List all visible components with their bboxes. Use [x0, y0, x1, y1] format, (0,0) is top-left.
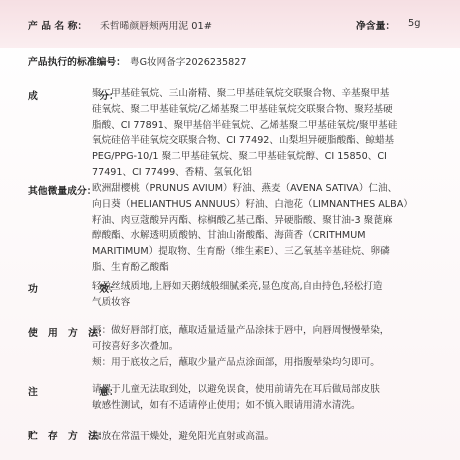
usage-text [92, 323, 389, 370]
standard-value: 粤G妆网备字2026235827 [130, 57, 247, 68]
net-content-value: 5g [408, 18, 421, 29]
efficacy-line: 气质妆容 [92, 296, 131, 308]
storage-value: 存放在常温干燥处，避免阳光直射或高温。 [92, 431, 275, 442]
usage-line: 颊：用于底妆之后，蘸取少量产品点涂面部，用指腹晕染均匀即可。 [92, 356, 380, 368]
efficacy-label: 功 效： [28, 284, 119, 295]
caution-label: 注 意： [28, 387, 119, 398]
usage-line: 可按喜好多次叠加。 [92, 340, 179, 352]
usage-line: 唇：做好唇部打底，蘸取适量适量产品涂抹于唇中，向唇周慢慢晕染， [92, 325, 390, 336]
efficacy-text [92, 279, 382, 311]
efficacy-line: 轻盈丝绒质地,上唇如天鹅绒般细腻柔亮,显色度高,自由持色,轻松打造 [92, 281, 383, 292]
caution-line: 敏感性测试，如有不适请停止使用；如不慎入眼请用清水清洗。 [92, 399, 361, 411]
minor-line: 脂、生育酚乙酸酯 [92, 261, 169, 273]
minor-line: 醇酸酯、水解透明质酸钠、甘油山嵛酸酯、海茴香（CRITHMUM [92, 230, 366, 242]
product-name-label: 产 品 名 称： [28, 21, 88, 32]
net-content-label: 净含量： [356, 21, 396, 32]
minor-ingredients-label: 其他微量成分： [28, 186, 97, 197]
ingredients-text [92, 86, 397, 181]
standard-label: 产品执行的标准编号： [28, 57, 126, 68]
ingredients-line: 77491、CI 77499、香精、氢氧化铝 [92, 166, 252, 178]
minor-ingredients-text [92, 181, 413, 276]
ingredients-line: 硅氧烷、聚二甲基硅氧烷/乙烯基聚二甲基硅氧烷交联聚合物、聚羟基硬 [92, 103, 393, 115]
ingredients-line: 氧烷硅倍半硅氧烷交联聚合物、CI 77492、山梨坦异硬脂酸酯、鲸蜡基 [92, 135, 395, 147]
minor-line: 籽油、肉豆蔻酸异丙酯、棕榈酸乙基己酯、异硬脂酸、聚甘油-3 聚蓖麻 [92, 214, 393, 226]
minor-line: MARITIMUM）提取物、生育酚（维生素E）、三乙氧基辛基硅烷、卵磷 [92, 246, 390, 258]
product-name-value: 禾哲晞颜唇颊两用泥 01# [100, 21, 212, 32]
minor-line: 欧洲甜樱桃（PRUNUS AVIUM）籽油、燕麦（AVENA SATIVA）仁油、 [92, 183, 398, 194]
caution-text [92, 382, 380, 414]
ingredients-line: 聚二甲基硅氧烷、三山嵛精、聚二甲基硅氧烷交联聚合物、辛基聚甲基 [92, 88, 390, 99]
ingredients-label: 成 分： [28, 91, 119, 102]
storage-label: 贮 存 方 法： [28, 431, 108, 442]
usage-label: 使 用 方 法： [28, 328, 108, 339]
caution-line: 请置于儿童无法取到处，以避免误食，使用前请先在耳后做局部皮肤 [92, 384, 380, 395]
ingredients-line: 脂酸、CI 77891、聚甲基倍半硅氧烷、乙烯基聚二甲基硅氧烷/聚甲基硅 [92, 119, 398, 131]
ingredients-line: PEG/PPG-10/1 聚二甲基硅氧烷、聚二甲基硅氧烷醇、CI 15850、CI [92, 151, 387, 163]
minor-line: 向日葵（HELIANTHUS ANNUUS）籽油、白池花（LIMNANTHES ALBA） [92, 198, 413, 210]
